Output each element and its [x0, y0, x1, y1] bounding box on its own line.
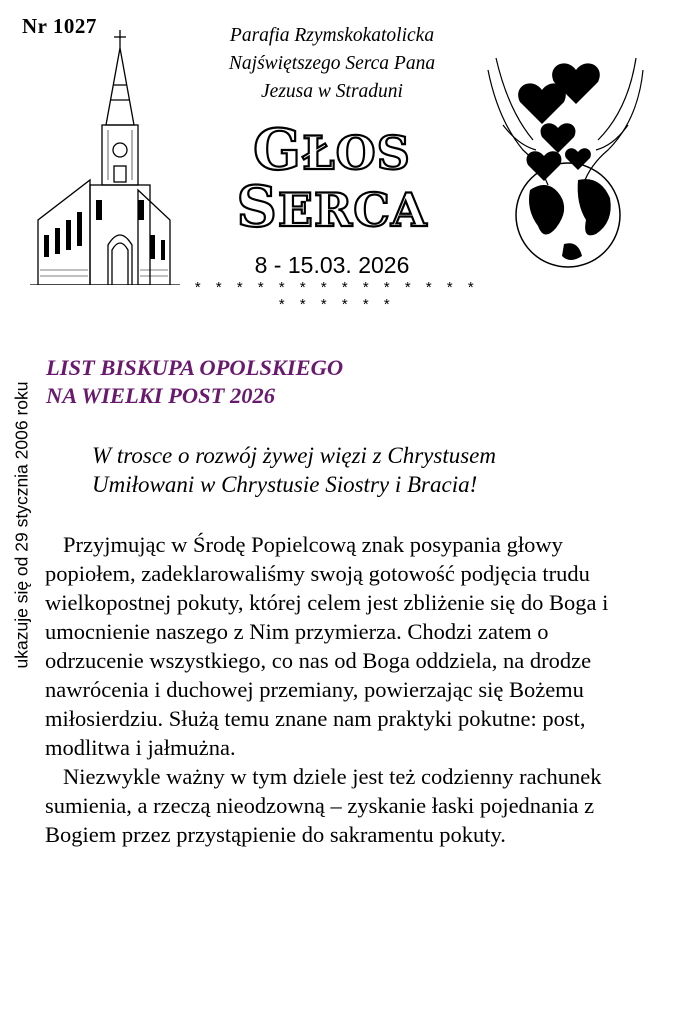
article-heading — [46, 354, 343, 410]
parish-line-1: Parafia Rzymskokatolicka — [229, 25, 435, 46]
article-body — [45, 530, 645, 849]
masthead-word-1: GŁOS — [253, 117, 411, 183]
article-heading-line-1: LIST BISKUPA OPOLSKIEGO — [46, 355, 344, 380]
article-paragraph: Niezwykle ważny w tym dziele jest też codzienny rachunek sumienia, a rzeczą nieodzowną – zyskanie łaski pojednania z Bogiem przez przystąpienie do sakramentu pokuty. — [45, 764, 602, 847]
parish-line-3: Jezusa w Straduni — [261, 81, 403, 102]
publication-since-text: ukazuje się od 29 stycznia 2006 roku — [11, 381, 32, 669]
church-illustration — [30, 30, 180, 285]
issue-number: Nr 1027 — [22, 14, 97, 38]
star-divider: * * * * * * * * * * * * * * * * * * * * — [193, 281, 477, 315]
article-greeting — [92, 441, 496, 499]
hearts-globe-illustration — [478, 30, 658, 270]
parish-name — [182, 22, 482, 106]
masthead-title — [182, 117, 482, 240]
vertical-publication-note — [8, 360, 36, 690]
greeting-line-1: W trosce o rozwój żywej więzi z Chrystusem — [92, 443, 496, 468]
masthead-word-2: SERCA — [236, 174, 428, 240]
parish-line-2: Najświętszego Serca Pana — [228, 53, 436, 74]
greeting-line-2: Umiłowani w Chrystusie Siostry i Bracia! — [92, 472, 478, 497]
article-heading-line-2: NA WIELKI POST 2026 — [46, 383, 276, 408]
article-paragraph: Przyjmując w Środę Popielcową znak posypania głowy popiołem, zadeklarowaliśmy swoją gotowość podjęcia trudu wielkopostnej pokuty, której celem jest zbliżenie się do Boga i umocnienie naszego z Nim przymierza. Chodzi zatem o odrzucenie wszystkiego, co nas od Boga oddziela, na drodze nawrócenia i duchowej przemiany, powierzając się Bożemu miłosierdziu. Służą temu znane nam praktyki pokutne: post, modlitwa i jałmużna. — [45, 532, 609, 760]
issue-date-range: 8 - 15.03. 2026 — [254, 252, 410, 278]
